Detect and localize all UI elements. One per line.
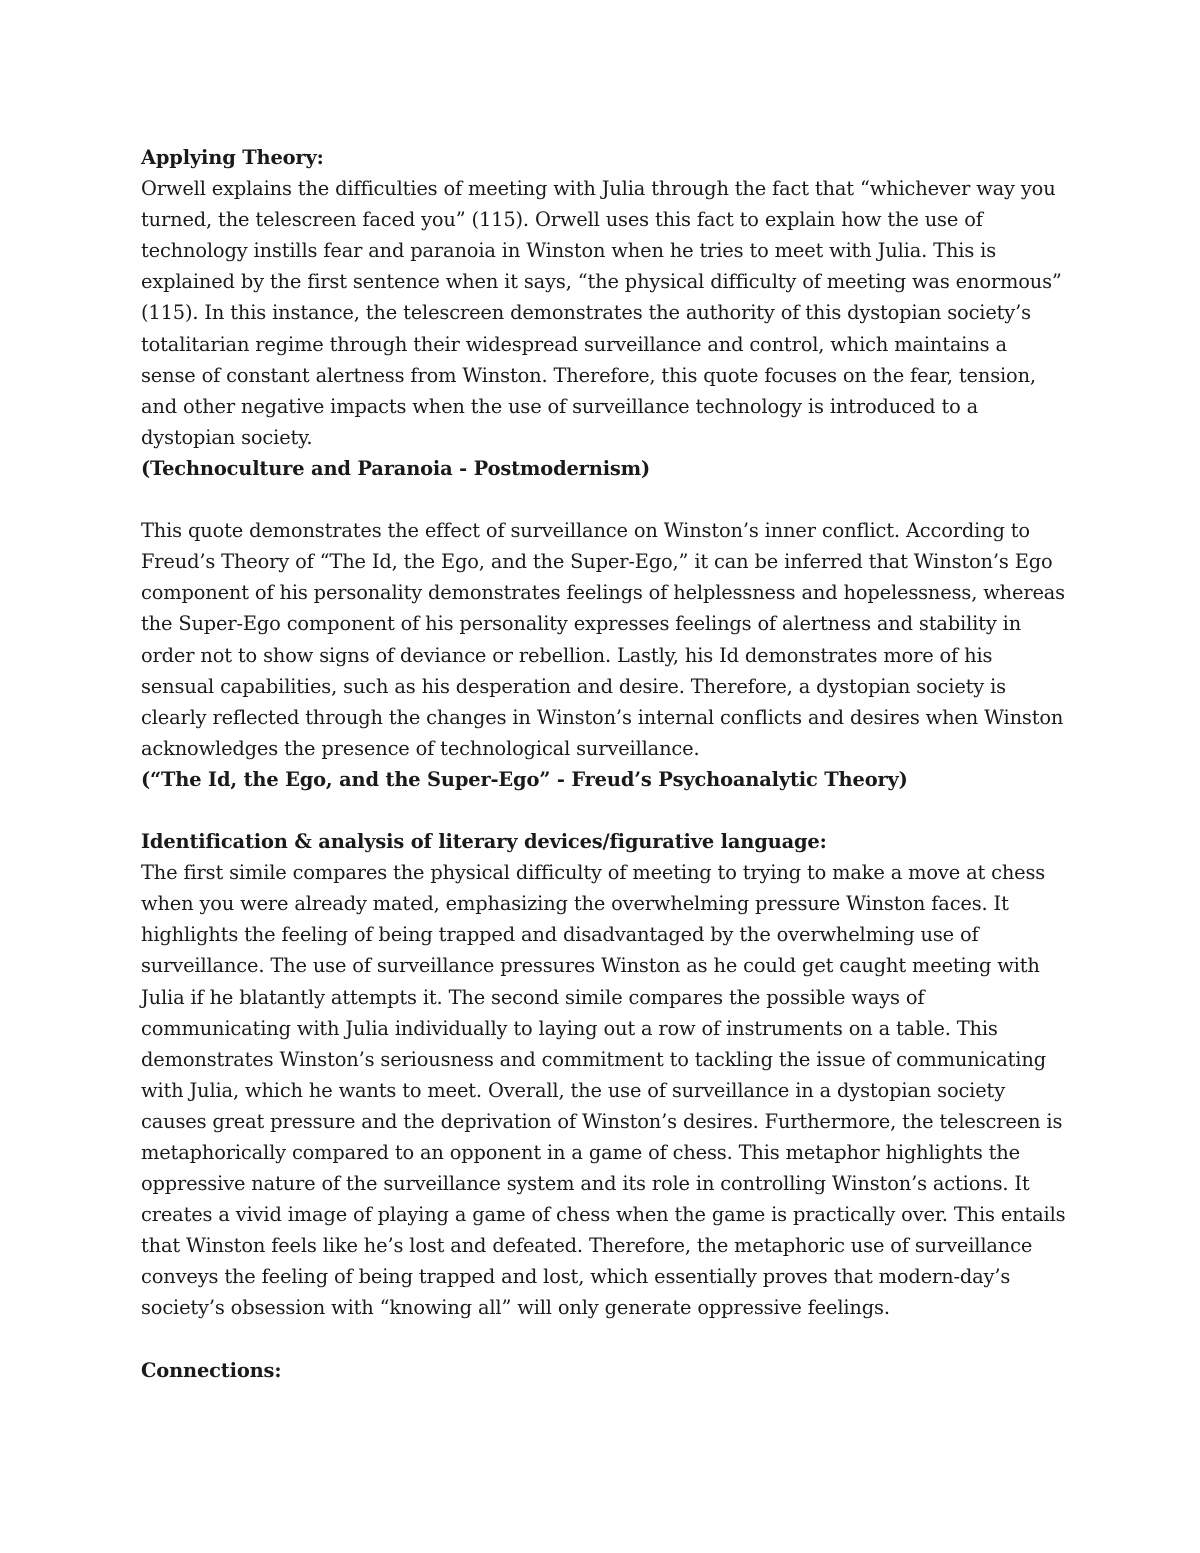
connections-heading: Connections: xyxy=(141,1358,282,1382)
applying-theory-heading: Applying Theory: xyxy=(141,146,324,169)
spacer xyxy=(141,795,1066,826)
spacer xyxy=(141,484,1066,515)
document-body xyxy=(141,142,1066,1386)
applying-theory-paragraph-2: This quote demonstrates the effect of surveillance on Winston’s inner conflict. According to Freud’s Theory of “The Id, the Ego, and the Super-Ego,” it can be inferred that Winston’s Ego component of his personality demonstrates feelings of helplessness and hopelessness, whereas the Super-Ego component of his personality expresses feelings of alertness and stability in order not to show signs of deviance or rebellion. Lastly, his Id demonstrates more of his sensual capabilities, such as his desperation and desire. Therefore, a dystopian society is clearly reflected through the changes in Winston’s internal conflicts and desires when Winston acknowledges the presence of technological surveillance. xyxy=(141,519,1065,760)
literary-devices-paragraph: The first simile compares the physical difficulty of meeting to trying to make a move at chess when you were already mated, emphasizing the overwhelming pressure Winston faces. It highlights the feeling of being trapped and disadvantaged by the overwhelming use of surveillance. The use of surveillance pressures Winston as he could get caught meeting with Julia if he blatantly attempts it. The second simile compares the possible ways of communicating with Julia individually to laying out a row of instruments on a table. This demonstrates Winston’s seriousness and commitment to tackling the issue of communicating with Julia, which he wants to meet. Overall, the use of surveillance in a dystopian society causes great pressure and the deprivation of Winston’s desires. Furthermore, the telescreen is metaphorically compared to an opponent in a game of chess. This metaphor highlights the oppressive nature of the surveillance system and its role in controlling Winston’s actions. It creates a vivid image of playing a game of chess when the game is practically over. This entails that Winston feels like he’s lost and defeated. Therefore, the metaphoric use of surveillance conveys the feeling of being trapped and lost, which essentially proves that modern-day’s society’s obsession with “knowing all” will only generate oppressive feelings. xyxy=(141,861,1066,1320)
spacer xyxy=(141,1324,1066,1355)
applying-theory-paragraph-1: Orwell explains the difficulties of meeting with Julia through the fact that “whichever way you turned, the telescreen faced you” (115). Orwell uses this fact to explain how the use of technology instills fear and paranoia in Winston when he tries to meet with Julia. This is explained by the first sentence when it says, “the physical difficulty of meeting was enormous” (115). In this instance, the telescreen demonstrates the authority of this dystopian society’s totalitarian regime through their widespread surveillance and control, which maintains a sense of constant alertness from Winston. Therefore, this quote focuses on the fear, tension, and other negative impacts when the use of surveillance technology is introduced to a dystopian society. xyxy=(141,177,1062,449)
theory-label-technoculture: (Technoculture and Paranoia - Postmodernism) xyxy=(141,456,651,480)
theory-label-freud: (“The Id, the Ego, and the Super-Ego” - Freud’s Psychoanalytic Theory) xyxy=(141,767,908,791)
literary-devices-heading: Identification & analysis of literary devices/figurative language: xyxy=(141,830,827,854)
